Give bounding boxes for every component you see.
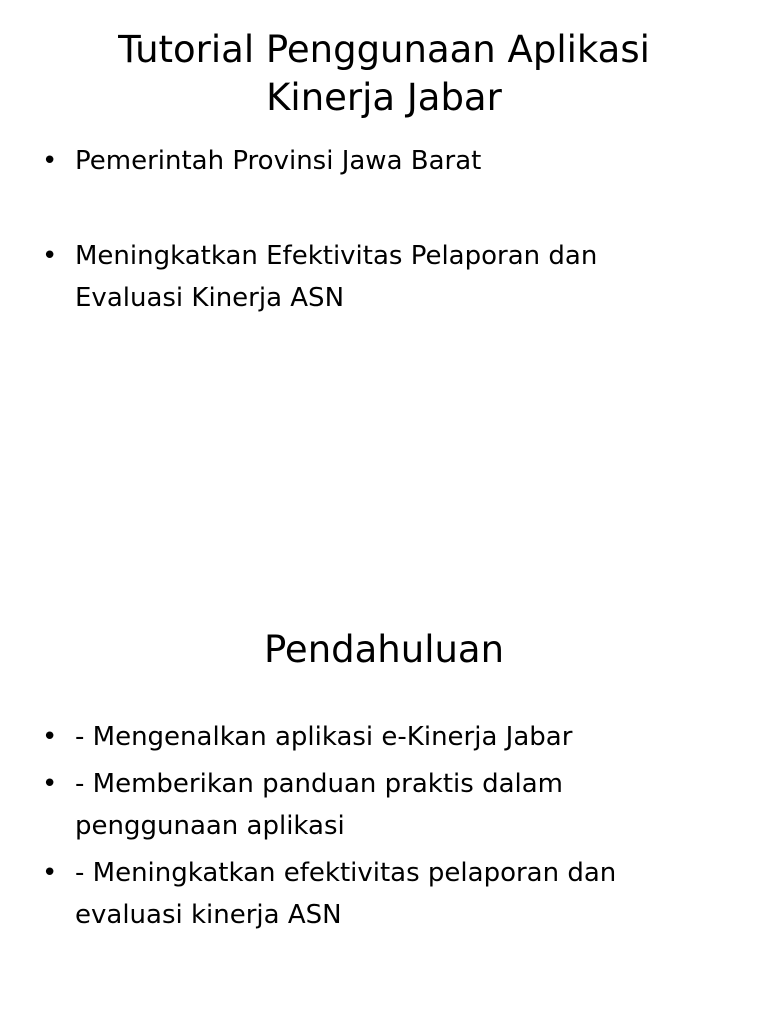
bullet-icon: • xyxy=(42,769,58,799)
bullet-text: - Mengenalkan aplikasi e-Kinerja Jabar xyxy=(75,722,573,752)
bullet-text-line-1: - Memberikan panduan praktis dalam xyxy=(75,769,563,799)
bullet-text-line-2: evaluasi kinerja ASN xyxy=(75,900,342,930)
bullet-text-line-1: - Meningkatkan efektivitas pelaporan dan xyxy=(75,858,617,888)
bullet-text-line-1: Meningkatkan Efektivitas Pelaporan dan xyxy=(75,241,598,271)
bullet-text-line-2: penggunaan aplikasi xyxy=(75,811,345,841)
slide-introduction xyxy=(0,512,768,1024)
introduction-heading: Pendahuluan xyxy=(263,628,505,671)
title-line-2: Kinerja Jabar xyxy=(266,76,502,119)
bullet-text: Pemerintah Provinsi Jawa Barat xyxy=(75,146,482,176)
bullet-text-line-2: Evaluasi Kinerja ASN xyxy=(75,283,345,313)
bullet-icon: • xyxy=(42,722,58,752)
title-line-1: Tutorial Penggunaan Aplikasi xyxy=(118,28,650,71)
bullet-item-objective xyxy=(42,235,675,319)
bullet-item-introduce-app xyxy=(42,716,675,758)
bullet-icon: • xyxy=(42,858,58,888)
bullet-item-effectiveness xyxy=(42,852,675,936)
bullet-icon: • xyxy=(42,241,58,271)
slide-title-heading xyxy=(40,26,728,122)
bullet-item-organization xyxy=(42,140,675,182)
bullet-icon: • xyxy=(42,146,58,176)
bullet-item-practical-guide xyxy=(42,763,675,847)
